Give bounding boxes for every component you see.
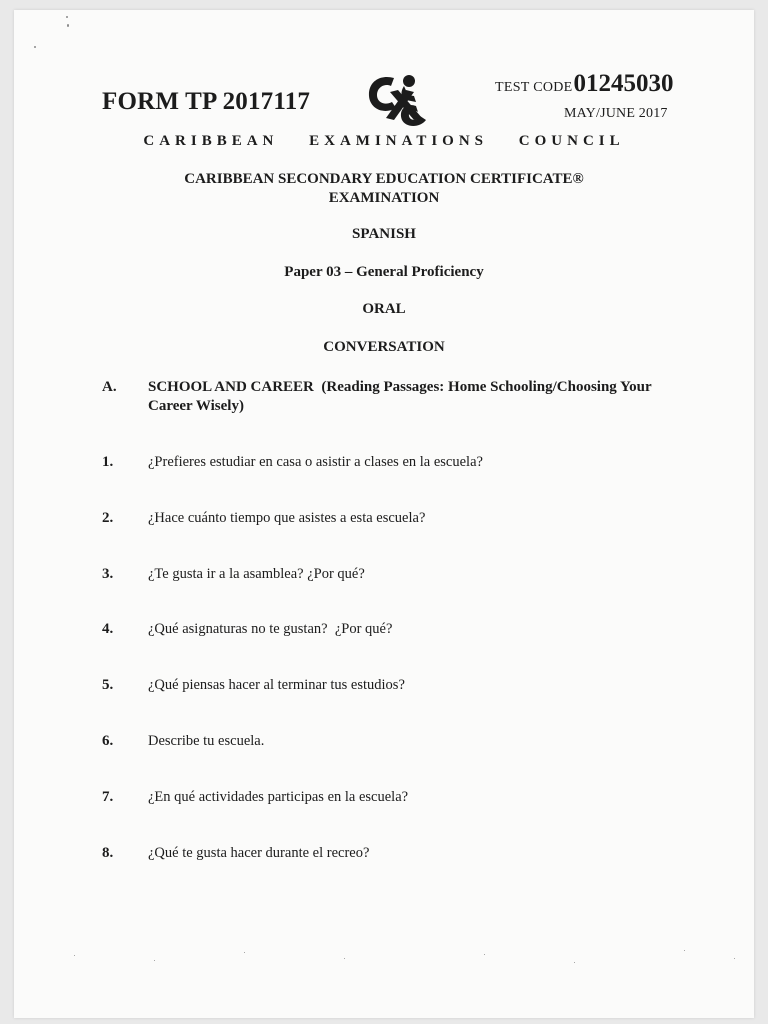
exam-page (14, 10, 754, 1018)
scan-speck (244, 952, 245, 953)
scan-speck (484, 954, 485, 955)
test-code (495, 70, 674, 98)
scan-speck (684, 950, 685, 951)
question-text: ¿Hace cuánto tiempo que asistes a esta escuela? (148, 510, 426, 526)
certificate-title-text: CARIBBEAN SECONDARY EDUCATION CERTIFICATE® EXAMINATION (184, 171, 584, 206)
scan-speck (66, 16, 68, 18)
test-code-value: 01245030 (573, 70, 674, 97)
exam-session: MAY/JUNE 2017 (564, 106, 668, 121)
oral-heading: ORAL (362, 301, 406, 317)
question-number: 2. (102, 510, 114, 526)
scan-speck (574, 962, 575, 963)
scan-speck (67, 24, 69, 27)
scan-speck (34, 46, 36, 48)
conversation-heading: CONVERSATION (323, 339, 445, 355)
cxc-logo-icon (354, 68, 440, 128)
question-number: 8. (102, 845, 114, 861)
section-title: SCHOOL AND CAREER (Reading Passages: Home Schooling/Choosing Your Career Wisely) (148, 379, 656, 414)
question-number: 3. (102, 566, 114, 582)
paper-title: Paper 03 – General Proficiency (284, 264, 484, 280)
council-name: CARIBBEAN EXAMINATIONS COUNCIL (143, 133, 625, 149)
question-number: 6. (102, 733, 114, 749)
subject-title: SPANISH (352, 226, 416, 242)
form-code: FORM TP 2017117 (102, 88, 311, 115)
scan-speck (344, 958, 345, 959)
question-number: 5. (102, 677, 114, 693)
question-text: ¿Qué te gusta hacer durante el recreo? (148, 845, 370, 861)
question-text: ¿En qué actividades participas en la escuela? (148, 789, 409, 805)
section-letter: A. (102, 379, 117, 395)
certificate-title (14, 170, 754, 208)
scan-speck (74, 955, 75, 956)
scan-speck (154, 960, 155, 961)
question-number: 4. (102, 621, 114, 637)
question-number: 1. (102, 454, 114, 470)
question-text: ¿Qué piensas hacer al terminar tus estudios? (148, 677, 405, 693)
question-text: Describe tu escuela. (148, 733, 265, 749)
question-text: ¿Qué asignaturas no te gustan? ¿Por qué? (148, 621, 393, 637)
test-code-label: TEST CODE (495, 80, 573, 95)
question-text: ¿Te gusta ir a la asamblea? ¿Por qué? (148, 566, 365, 582)
question-text: ¿Prefieres estudiar en casa o asistir a clases en la escuela? (148, 454, 483, 470)
question-number: 7. (102, 789, 114, 805)
scan-speck (734, 958, 735, 959)
